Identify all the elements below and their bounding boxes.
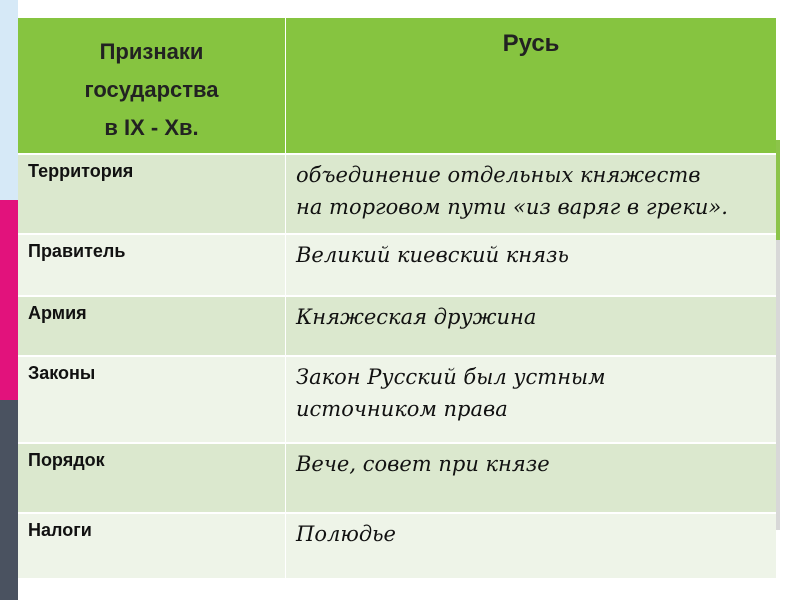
decor-edge-green xyxy=(776,140,780,240)
row-value xyxy=(296,448,766,480)
row-label: Правитель xyxy=(28,241,126,261)
comparison-table xyxy=(18,18,776,578)
table-row xyxy=(18,355,776,442)
decor-edge-gray xyxy=(776,240,780,530)
row-value xyxy=(296,239,766,271)
value-line: на торговом пути «из варяг в греки». xyxy=(296,195,728,219)
table-header xyxy=(18,18,776,153)
table-row xyxy=(18,295,776,355)
row-label: Порядок xyxy=(28,450,105,470)
value-line: Закон Русский был устным xyxy=(296,365,606,389)
value-line: Вече, совет при князе xyxy=(296,452,550,476)
row-label: Законы xyxy=(28,363,96,383)
decor-stripe-pink xyxy=(0,200,18,400)
table-row xyxy=(18,512,776,578)
value-line: объединение отдельных княжеств xyxy=(296,163,701,187)
value-line: Княжеская дружина xyxy=(296,305,537,329)
row-value xyxy=(296,301,766,333)
row-value xyxy=(296,518,766,550)
value-line: Полюдье xyxy=(296,522,396,546)
row-label: Армия xyxy=(28,303,87,323)
value-line: источником права xyxy=(296,397,508,421)
table-row xyxy=(18,153,776,233)
row-value xyxy=(296,159,766,223)
row-value xyxy=(296,361,766,425)
value-line: Великий киевский князь xyxy=(296,243,569,267)
header-line: Признаки xyxy=(99,39,204,64)
table-row xyxy=(18,233,776,295)
column-divider xyxy=(285,18,286,578)
header-title: Русь xyxy=(502,30,560,57)
decor-stripe-blue xyxy=(0,0,18,200)
header-line: государства xyxy=(84,77,219,102)
decor-stripe-gray xyxy=(0,400,18,600)
header-line: в IX - Хв. xyxy=(104,115,199,140)
row-label: Налоги xyxy=(28,520,92,540)
header-cell-rus xyxy=(286,18,776,153)
header-cell-features xyxy=(18,18,285,153)
row-label: Территория xyxy=(28,161,134,181)
table-row xyxy=(18,442,776,512)
